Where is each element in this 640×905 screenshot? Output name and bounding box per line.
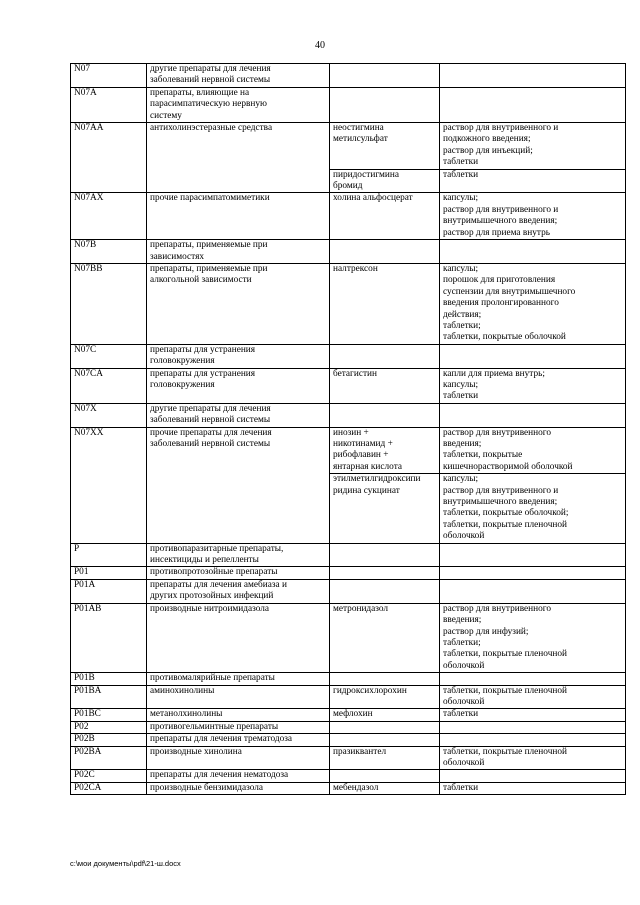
anatomical-group-cell-line: производные нитроимидазола [150, 603, 270, 614]
drug-name-cell-line: празиквантел [333, 746, 387, 757]
anatomical-group-cell-line: головокружения [150, 379, 215, 390]
table-row [71, 685, 626, 709]
atc-code-cell-line: P01AB [74, 603, 102, 614]
atc-code-cell [71, 673, 147, 685]
atc-code-cell-line: N07XX [74, 427, 104, 438]
anatomical-group-cell-line: препараты для лечения трематодоза [150, 734, 293, 745]
table-row [71, 673, 626, 685]
anatomical-group-cell-line: парасимпатическую нервную [150, 99, 267, 110]
atc-code-cell-line: N07BB [74, 263, 103, 274]
atc-code-cell [71, 240, 147, 264]
anatomical-group-cell-line: другие препараты для лечения [150, 64, 271, 74]
atc-code-cell-line: N07 [74, 64, 91, 74]
drug-name-cell [330, 169, 440, 193]
dosage-form-cell [440, 721, 626, 733]
atc-code-cell-line: N07X [74, 403, 97, 414]
table-row [71, 543, 626, 567]
drug-name-cell [330, 673, 440, 685]
dosage-form-cell-line: таблетки, покрытые пленочной [443, 746, 567, 757]
drug-name-cell [330, 770, 440, 782]
dosage-form-cell-line: оболочкой [443, 660, 485, 671]
drug-name-cell-line: ридина сукцинат [333, 485, 400, 496]
footer-file-path: c:\мои документы\pdf\21-ш.docx [70, 859, 181, 868]
atc-code-cell [71, 123, 147, 193]
dosage-form-cell [440, 87, 626, 122]
atc-code-cell [71, 579, 147, 603]
drug-name-cell [330, 240, 440, 264]
dosage-form-cell-line: таблетки, покрытые оболочкой [443, 332, 566, 343]
drug-name-cell [330, 782, 440, 794]
atc-code-cell-line: P01B [74, 673, 95, 684]
atc-code-cell-line: P02C [74, 770, 95, 781]
anatomical-group-cell-line: препараты для лечения нематодоза [150, 770, 289, 781]
dosage-form-cell [440, 746, 626, 770]
anatomical-group-cell [147, 567, 330, 579]
dosage-form-cell-line: раствор для внутривенного [443, 603, 551, 614]
anatomical-group-cell-line: метанолхинолины [150, 709, 223, 720]
anatomical-group-cell-line: производные бензимидазола [150, 782, 264, 793]
anatomical-group-cell-line: головокружения [150, 356, 215, 367]
dosage-form-cell-line: капсулы; [443, 193, 479, 204]
anatomical-group-cell [147, 263, 330, 344]
atc-code-cell-line: N07A [74, 87, 97, 98]
drug-name-cell-line: никотинамид + [333, 439, 393, 449]
dosage-form-cell-line: введения пролонгированного [443, 298, 559, 309]
atc-code-cell [71, 685, 147, 709]
dosage-form-cell [440, 603, 626, 672]
atc-code-cell-line: P02BA [74, 746, 102, 757]
dosage-form-cell-line: таблетки; [443, 320, 481, 331]
atc-code-cell [71, 403, 147, 427]
dosage-form-cell-line: действия; [443, 309, 482, 320]
drug-name-cell-line: рибофлавин + [333, 450, 389, 461]
anatomical-group-cell [147, 368, 330, 403]
table-row [71, 403, 626, 427]
anatomical-group-cell-line: заболеваний нервной системы [150, 415, 271, 426]
dosage-form-cell-line: раствор для приема внутрь [443, 227, 550, 238]
dosage-form-cell [440, 123, 626, 170]
atc-code-cell-line: P02 [74, 721, 89, 732]
dosage-form-cell [440, 709, 626, 721]
anatomical-group-cell-line: заболеваний нервной системы [150, 75, 271, 86]
atc-code-cell [71, 427, 147, 543]
atc-code-cell-line: N07AA [74, 123, 104, 134]
dosage-form-cell-line: раствор для внутривенного [443, 427, 551, 438]
anatomical-group-cell [147, 782, 330, 794]
drug-name-cell-line: инозин + [333, 427, 369, 438]
dosage-form-cell-line: капсулы; [443, 379, 479, 390]
anatomical-group-cell-line: противопротозойные препараты [150, 567, 278, 578]
drug-name-cell [330, 263, 440, 344]
drug-name-cell-line: бетагистин [333, 368, 377, 379]
dosage-form-cell-line: раствор для внутривенного и [443, 204, 559, 215]
table-row [71, 123, 626, 170]
dosage-form-cell-line: раствор для внутривенного и [443, 123, 559, 134]
table-row [71, 709, 626, 721]
drug-name-cell [330, 734, 440, 746]
anatomical-group-cell-line: антихолинэстеразные средства [150, 123, 273, 134]
drug-name-cell [330, 567, 440, 579]
atc-code-cell [71, 721, 147, 733]
anatomical-group-cell [147, 193, 330, 240]
drug-name-cell [330, 746, 440, 770]
atc-code-cell-line: P02CA [74, 782, 102, 793]
drug-name-cell-line: мефлохин [333, 709, 373, 720]
atc-code-cell-line: P01BA [74, 685, 102, 696]
drug-name-cell [330, 64, 440, 88]
atc-code-cell [71, 734, 147, 746]
dosage-form-cell-line: таблетки, покрытые пленочной [443, 519, 567, 530]
dosage-form-cell [440, 782, 626, 794]
anatomical-group-cell-line: зависимостях [150, 251, 205, 262]
drug-name-cell [330, 427, 440, 474]
anatomical-group-cell-line: противопаразитарные препараты, [150, 543, 284, 554]
atc-code-cell-line: N07CA [74, 368, 103, 379]
atc-code-cell [71, 709, 147, 721]
anatomical-group-cell-line: других протозойных инфекций [150, 591, 274, 602]
anatomical-group-cell-line: препараты для устранения [150, 344, 256, 355]
drug-name-cell-line: мебендазол [333, 782, 379, 793]
drug-name-cell [330, 474, 440, 543]
atc-code-cell [71, 567, 147, 579]
anatomical-group-cell-line: аминохинолины [150, 685, 215, 696]
dosage-form-cell-line: подкожного введения; [443, 134, 531, 145]
table-row [71, 782, 626, 794]
atc-code-cell [71, 64, 147, 88]
drug-name-cell-line: янтарная кислота [333, 461, 402, 472]
drug-name-cell-line: метронидазол [333, 603, 389, 614]
atc-code-cell-line: N07AX [74, 193, 104, 204]
dosage-form-cell [440, 240, 626, 264]
dosage-form-cell [440, 543, 626, 567]
dosage-form-cell-line: таблетки [443, 709, 479, 720]
drug-name-cell-line: налтрексон [333, 263, 378, 274]
drug-name-cell [330, 344, 440, 368]
anatomical-group-cell [147, 64, 330, 88]
anatomical-group-cell-line: другие препараты для лечения [150, 403, 271, 414]
atc-code-cell [71, 782, 147, 794]
dosage-form-cell-line: оболочкой [443, 757, 485, 768]
dosage-form-cell-line: оболочкой [443, 696, 485, 707]
atc-code-cell-line: N07B [74, 240, 97, 251]
anatomical-group-cell [147, 240, 330, 264]
dosage-form-cell-line: таблетки, покрытые оболочкой; [443, 508, 569, 519]
dosage-form-cell [440, 474, 626, 543]
table-row [71, 240, 626, 264]
dosage-form-cell-line: раствор для инъекций; [443, 145, 533, 156]
drug-name-cell-line: неостигмина [333, 123, 384, 134]
dosage-form-cell [440, 403, 626, 427]
atc-code-cell [71, 368, 147, 403]
dosage-form-cell-line: таблетки [443, 391, 479, 402]
dosage-form-cell [440, 427, 626, 474]
anatomical-group-cell [147, 770, 330, 782]
anatomical-group-cell [147, 746, 330, 770]
table-row [71, 579, 626, 603]
drug-name-cell-line: пиридостигмина [333, 169, 399, 180]
atc-code-cell [71, 770, 147, 782]
drug-name-cell [330, 87, 440, 122]
anatomical-group-cell [147, 685, 330, 709]
dosage-form-cell-line: таблетки, покрытые пленочной [443, 649, 567, 660]
anatomical-group-cell-line: препараты для лечения амебиаза и [150, 579, 287, 590]
drug-name-cell-line: метилсульфат [333, 134, 388, 145]
drug-name-cell [330, 721, 440, 733]
dosage-form-cell [440, 734, 626, 746]
atc-code-cell [71, 87, 147, 122]
anatomical-group-cell [147, 721, 330, 733]
drug-name-cell-line: гидроксихлорохин [333, 685, 407, 696]
table-row [71, 87, 626, 122]
anatomical-group-cell-line: препараты, влияющие на [150, 87, 250, 98]
anatomical-group-cell-line: противогельминтные препараты [150, 721, 279, 732]
drug-name-cell [330, 579, 440, 603]
atc-code-cell [71, 603, 147, 672]
drug-name-cell [330, 543, 440, 567]
anatomical-group-cell [147, 673, 330, 685]
dosage-form-cell-line: таблетки [443, 169, 479, 180]
table-row [71, 263, 626, 344]
atc-code-cell [71, 344, 147, 368]
drug-name-cell [330, 368, 440, 403]
anatomical-group-cell [147, 543, 330, 567]
table-row [71, 368, 626, 403]
atc-code-cell [71, 543, 147, 567]
dosage-form-cell [440, 579, 626, 603]
drug-name-cell-line: этилметилгидроксипи [333, 474, 421, 485]
atc-code-cell-line: P02B [74, 734, 95, 745]
dosage-form-cell [440, 64, 626, 88]
drug-classification-table [70, 63, 626, 795]
dosage-form-cell-line: капсулы; [443, 474, 479, 485]
dosage-form-cell-line: таблетки [443, 157, 479, 168]
atc-code-cell-line: P01A [74, 579, 96, 590]
table-row [71, 427, 626, 474]
table-row [71, 344, 626, 368]
dosage-form-cell-line: раствор для инфузий; [443, 626, 529, 637]
atc-code-cell-line: P [74, 543, 80, 554]
dosage-form-cell [440, 344, 626, 368]
anatomical-group-cell [147, 344, 330, 368]
atc-code-cell-line: N07C [74, 344, 97, 355]
dosage-form-cell-line: порошок для приготовления [443, 275, 556, 286]
anatomical-group-cell [147, 734, 330, 746]
anatomical-group-cell-line: прочие парасимпатомиметики [150, 193, 270, 204]
atc-code-cell [71, 263, 147, 344]
drug-name-cell-line: холина альфосцерат [333, 193, 413, 204]
table-row [71, 770, 626, 782]
dosage-form-cell-line: введения; [443, 615, 482, 626]
anatomical-group-cell [147, 427, 330, 543]
dosage-form-cell [440, 368, 626, 403]
table-row [71, 734, 626, 746]
table-row [71, 567, 626, 579]
atc-code-cell [71, 746, 147, 770]
table-row [71, 721, 626, 733]
dosage-form-cell [440, 673, 626, 685]
anatomical-group-cell-line: препараты, применяемые при [150, 263, 268, 274]
table-row [71, 193, 626, 240]
table-row [71, 603, 626, 672]
dosage-form-cell-line: оболочкой [443, 531, 485, 542]
dosage-form-cell-line: таблетки [443, 782, 479, 793]
anatomical-group-cell [147, 603, 330, 672]
drug-name-cell [330, 709, 440, 721]
anatomical-group-cell-line: инсектициды и репелленты [150, 555, 259, 566]
table-row [71, 64, 626, 88]
dosage-form-cell-line: капли для приема внутрь; [443, 368, 545, 379]
dosage-form-cell [440, 685, 626, 709]
dosage-form-cell [440, 193, 626, 240]
anatomical-group-cell-line: заболеваний нервной системы [150, 439, 271, 449]
anatomical-group-cell-line: препараты, применяемые при [150, 240, 268, 251]
atc-code-cell [71, 193, 147, 240]
atc-code-cell-line: P01BC [74, 709, 101, 720]
drug-name-cell [330, 685, 440, 709]
dosage-form-cell-line: раствор для внутривенного и [443, 485, 559, 496]
page-number: 40 [315, 40, 325, 51]
dosage-form-cell [440, 263, 626, 344]
dosage-form-cell [440, 567, 626, 579]
anatomical-group-cell [147, 123, 330, 193]
atc-code-cell-line: P01 [74, 567, 89, 578]
anatomical-group-cell-line: алкогольной зависимости [150, 275, 252, 286]
dosage-form-cell-line: капсулы; [443, 263, 479, 274]
dosage-form-cell-line: суспензии для внутримышечного [443, 286, 576, 297]
dosage-form-cell-line: таблетки; [443, 637, 481, 648]
anatomical-group-cell [147, 579, 330, 603]
dosage-form-cell [440, 770, 626, 782]
drug-name-cell-line: бромид [333, 181, 363, 192]
anatomical-group-cell-line: прочие препараты для лечения [150, 427, 272, 438]
anatomical-group-cell-line: препараты для устранения [150, 368, 256, 379]
anatomical-group-cell-line: производные хинолина [150, 746, 242, 757]
anatomical-group-cell [147, 709, 330, 721]
table-body [71, 64, 626, 795]
drug-name-cell [330, 603, 440, 672]
drug-name-cell [330, 403, 440, 427]
dosage-form-cell [440, 169, 626, 193]
dosage-form-cell-line: введения; [443, 439, 482, 449]
table-row [71, 746, 626, 770]
drug-name-cell [330, 193, 440, 240]
anatomical-group-cell-line: противомалярийные препараты [150, 673, 275, 684]
drug-name-cell [330, 123, 440, 170]
anatomical-group-cell [147, 87, 330, 122]
dosage-form-cell-line: кишечнорастворимой оболочкой [443, 461, 573, 472]
dosage-form-cell-line: таблетки, покрытые [443, 450, 523, 461]
anatomical-group-cell [147, 403, 330, 427]
dosage-form-cell-line: внутримышечного введения; [443, 216, 558, 227]
anatomical-group-cell-line: систему [150, 110, 182, 121]
dosage-form-cell-line: внутримышечного введения; [443, 497, 558, 508]
dosage-form-cell-line: таблетки, покрытые пленочной [443, 685, 567, 696]
